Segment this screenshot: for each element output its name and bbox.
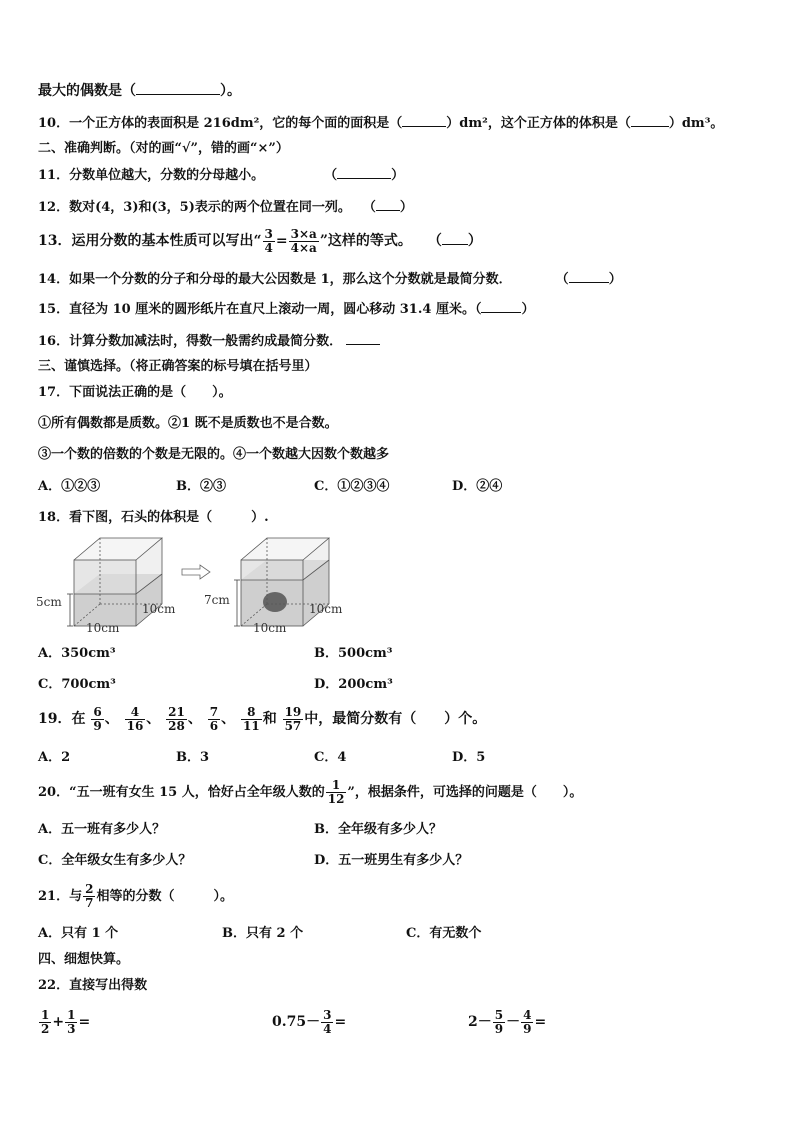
answer-blank[interactable]	[337, 166, 391, 179]
question-17: 17．下面说法正确的是（ ）。	[38, 385, 232, 400]
question-16: 16．计算分数加减法时，得数一般需约成最简分数．	[38, 332, 380, 351]
section-4-heading: 四、细想快算。	[38, 952, 130, 967]
section-2-heading: 二、准确判断。（对的画“√”，错的画“×”）	[38, 141, 289, 156]
q18-option-a[interactable]: A．350cm³	[38, 646, 116, 661]
fraction: $\frac{4}{9}$	[523, 1007, 532, 1036]
fraction: $\frac{4}{16}$	[126, 704, 144, 733]
fraction: $\frac{1}{2}$	[41, 1007, 50, 1036]
q17-option-b[interactable]: B．②③	[176, 479, 226, 494]
q17-option-d[interactable]: D．②④	[452, 479, 503, 494]
fraction: $\frac{2}{7}$	[85, 882, 94, 910]
question-13: 13．运用分数的基本性质可以写出“ $\frac{3}{4}$ = $\frac{3\times a}{4\times a}$ ”这样的等式。 （ ）	[38, 226, 482, 255]
fraction: $\frac{3}{4}$	[264, 226, 273, 255]
fraction: $\frac{7}{6}$	[209, 704, 219, 733]
q21-option-b[interactable]: B．只有 2 个	[222, 926, 304, 941]
fraction: $\frac{3}{4}$	[323, 1007, 332, 1036]
q21-option-a[interactable]: A．只有 1 个	[38, 926, 119, 941]
q19-option-b[interactable]: B．3	[176, 750, 210, 765]
label-h2: 7cm	[204, 593, 230, 607]
q17-option-c[interactable]: C．①②③④	[314, 479, 390, 494]
answer-blank[interactable]	[376, 198, 400, 211]
question-12: 12．数对(4，3)和(3，5)表示的两个位置在同一列。 （ ）	[38, 200, 413, 215]
section-3-heading: 三、谨慎选择。（将正确答案的标号填在括号里）	[38, 359, 318, 374]
question-15: 15．直径为 10 厘米的圆形纸片在直尺上滚动一周，圆心移动 31.4 厘米。（ ）	[38, 302, 535, 317]
q20-option-b[interactable]: B．全年级有多少人？	[314, 822, 442, 837]
question-19: 19．在 $\frac{6}{9}$ 、 $\frac{4}{16}$ 、 $\frac{21}{28}$ 、 $\frac{7}{6}$ 、 $\frac{8}{11}$ 和 $\frac{19}{57}$ 中，最简分数有（ ）个。	[38, 704, 487, 733]
label-d2: 10cm	[309, 602, 343, 616]
q19-option-a[interactable]: A．2	[38, 750, 71, 765]
q17-option-a[interactable]: A．①②③	[38, 479, 101, 494]
label-h1: 5cm	[36, 595, 62, 609]
label-d1: 10cm	[142, 602, 176, 616]
q18-option-c[interactable]: C．700cm³	[38, 677, 116, 692]
label-w1: 10cm	[86, 621, 120, 635]
answer-blank[interactable]	[346, 332, 380, 345]
fraction: $\frac{1}{12}$	[327, 778, 345, 806]
fraction: $\frac{19}{57}$	[284, 704, 302, 733]
answer-blank[interactable]	[631, 114, 669, 127]
question-17-statements-2: ③一个数的倍数的个数是无限的。④一个数越大因数个数越多	[38, 447, 390, 462]
question-18: 18．看下图，石头的体积是（ ）.	[38, 510, 269, 525]
fraction: $\frac{8}{11}$	[242, 704, 260, 733]
fraction: $\frac{1}{3}$	[67, 1007, 76, 1036]
question-22: 22．直接写出得数	[38, 978, 148, 993]
q20-option-d[interactable]: D．五一班男生有多少人？	[314, 853, 469, 868]
q18-option-b[interactable]: B．500cm³	[314, 646, 393, 661]
container-after	[204, 538, 343, 635]
q18-option-d[interactable]: D．200cm³	[314, 677, 393, 692]
container-before	[36, 538, 176, 635]
answer-blank[interactable]	[481, 300, 521, 313]
q9-tail: 最大的偶数是（ ）。	[38, 83, 241, 99]
question-17-statements-1: ①所有偶数都是质数。②1 既不是质数也不是合数。	[38, 416, 338, 431]
expr-2: 0.75－ $\frac{3}{4}$ =	[272, 1007, 347, 1036]
fraction: $\frac{3\times a}{4\times a}$	[290, 226, 317, 255]
q21-option-c[interactable]: C．有无数个	[406, 926, 482, 941]
fraction: $\frac{5}{9}$	[494, 1007, 504, 1036]
q20-option-c[interactable]: C．全年级女生有多少人？	[38, 853, 192, 868]
answer-blank[interactable]	[402, 114, 446, 127]
q19-option-d[interactable]: D．5	[452, 750, 486, 765]
question-21: 21．与 $\frac{2}{7}$ 相等的分数（ ）。	[38, 882, 233, 910]
fraction: $\frac{6}{9}$	[93, 704, 102, 733]
q18-figure	[36, 534, 366, 636]
question-10: 10．一个正方体的表面积是 216dm²，它的每个面的面积是（ ）dm²，这个正方体的体积是（ ）dm³。	[38, 116, 724, 131]
q19-option-c[interactable]: C．4	[314, 750, 347, 765]
q20-option-a[interactable]: A．五一班有多少人？	[38, 822, 166, 837]
question-14: 14．如果一个分数的分子和分母的最大公因数是 1，那么这个分数就是最简分数． （ ）	[38, 272, 622, 287]
expr-3: 2－ $\frac{5}{9}$ － $\frac{4}{9}$ =	[468, 1007, 547, 1036]
expr-1: $\frac{1}{2}$ + $\frac{1}{3}$ =	[41, 1007, 91, 1036]
answer-blank[interactable]	[136, 82, 220, 95]
question-11: 11．分数单位越大，分数的分母越小。 （ ）	[38, 168, 405, 183]
arrow-icon	[182, 565, 210, 579]
label-w2: 10cm	[253, 621, 287, 635]
answer-blank[interactable]	[442, 232, 468, 245]
answer-blank[interactable]	[569, 270, 609, 283]
fraction: $\frac{21}{28}$	[168, 704, 185, 733]
question-20: 20．“五一班有女生 15 人，恰好占全年级人数的 $\frac{1}{12}$ ”，根据条件，可选择的问题是（ ）。	[38, 778, 583, 806]
